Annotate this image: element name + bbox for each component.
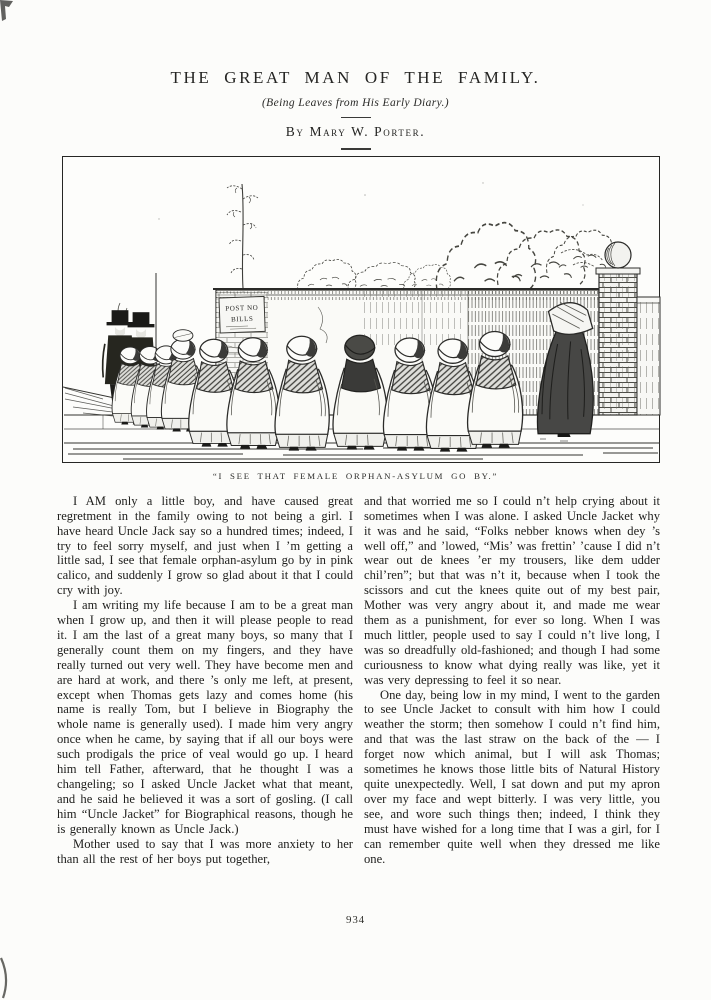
paragraph: and that worried me so I could n’t help crying about it sometimes when I was alone. I asked Uncle Jacket why it was and he said, “Folks nebber knows when dey ’s well off,” and ’lowed, “Mis’ was frettin’ ’cause I did n’t wear out de knees ’er my trousers, like dem udder chil’ren”; but that was n’t it, because when I took the scissors and cut the knees quite out of my best pair, Mother was very angry about it, and made me wear them as a punishment, for ever so long. When I was much littler, people used to say I could n’t live long, I was so dreadfully old-fashioned; and though I had some curiousness to know what dying really was like, yet it was very depressing to feel it so near. [364, 493, 660, 687]
paragraph: I AM only a little boy, and have caused great regretment in the family owing to not being a girl. I have heard Uncle Jack say so a hundred times; indeed, I try to feel sorry myself, and just when I ’m getting a little sad, I see that female orphan-asylum go by in pink calico, and suddenly I grow so glad about it that I could cry with joy. [57, 493, 353, 598]
illustration-frame [62, 156, 660, 463]
article-byline: By Mary W. Porter. [285, 124, 426, 140]
sky-specks [158, 182, 583, 219]
article-subtitle: (Being Leaves from His Early Diary.) [261, 97, 450, 109]
illustration-figure [62, 156, 660, 463]
left-column [57, 494, 353, 867]
page-title: THE GREAT MAN OF THE FAMILY. [170, 68, 541, 87]
article-body [57, 494, 660, 867]
gate-pier [596, 242, 660, 415]
illustration-caption: “I SEE THAT FEMALE ORPHAN-ASYLUM GO BY.” [212, 470, 499, 481]
scan-artifact-bottom-left [0, 954, 16, 1000]
paragraph: I am writing my life because I am to be a great man when I grow up, and then it will please people to read it. I am the last of a great many boys, so many that I generally count them on my fingers, and they have really turned out very well. They have become men and are hard at work, and there ’s only me left, at present, except when Thomas gets lazy and comes home (his name is really Tom, but I believe in Biography the whole name is generally used). I made him very angry once when he came, by saying that if all our boys were such prodigals the price of veal would go up. I heard him tell Father, afterward, that he thought I was a changeling; so I asked Uncle Jacket what that meant, and he said he believed it was a sort of gosling. (I call him “Uncle Jacket” for Biographical reasons, though he is generally known as Uncle Jack.) [57, 598, 353, 836]
sign-text-line2: BILLS [230, 314, 254, 324]
paragraph: Mother used to say that I was more anxiety to her than all the rest of her boys put together, [57, 836, 353, 866]
paragraph: One day, being low in my mind, I went to the garden to see Uncle Jacket to consult with him how I could weather the storm; then somehow I could n’t find him, and that was the last straw on the back of the — I forget now which animal, but I will ask Thomas; sometimes he knows those little bits of Natural History quite unexpectedly. Well, I sat down and put my apron over my face and wept bitterly. I was very little, you see, and wore such things then; indeed, I think they must have wished for a long time that I was a girl, for I can remember quite well when they dressed me like one. [364, 687, 660, 866]
divider-rule [341, 117, 371, 118]
sapling-tree [227, 184, 258, 288]
trees [227, 184, 617, 290]
sign-text-line1: POST NO [225, 303, 259, 313]
right-trees [436, 222, 616, 289]
right-column [364, 494, 660, 867]
page-number: 934 [346, 914, 365, 926]
divider-rule [341, 148, 371, 149]
article-header [0, 0, 711, 150]
orphan-procession-illustration [63, 157, 661, 462]
post-no-bills-sign [219, 296, 265, 333]
